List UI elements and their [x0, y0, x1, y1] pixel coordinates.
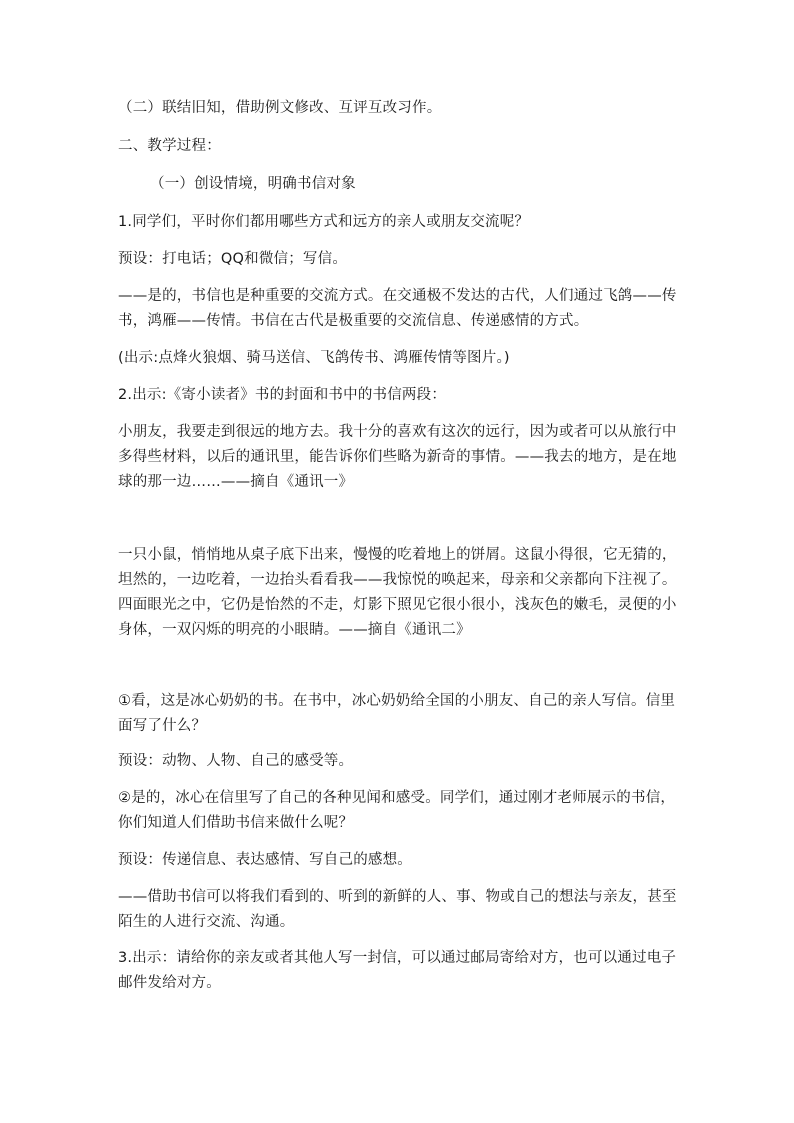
heading-teaching-process: 二、教学过程：	[118, 138, 221, 154]
paragraph-show-book: 2.出示:《寄小读者》书的封面和书中的书信两段：	[118, 387, 447, 403]
paragraph-show-images: (出示:点烽火狼烟、骑马送信、飞鸽传书、鸿雁传情等图片。)	[118, 350, 510, 366]
paragraph-excerpt-1: 小朋友，我要走到很远的地方去。我十分的喜欢有这次的远行，因为或者可以从旅行中多得些材料，以后的通讯里，能告诉你们些略为新奇的事情。——我去的地方，是在地球的那一边……——摘自《通讯一》	[118, 424, 677, 490]
paragraph-question-purpose: ②是的，冰心在信里写了自己的各种见闻和感受。同学们，通过刚才老师展示的书信，你们知道人们借助书信来做什么呢？	[118, 790, 676, 831]
paragraph-task-3: 3.出示：请给你的亲友或者其他人写一封信，可以通过邮局寄给对方，也可以通过电子邮件发给对方。	[118, 950, 677, 991]
paragraph-letter-importance: ——是的，书信也是种重要的交流方式。在交通极不发达的古代，人们通过飞鸽——传书，鸿雁——传情。书信在古代是极重要的交流信息、传递感情的方式。	[118, 288, 677, 329]
paragraph-preset-1: 预设：打电话；QQ和微信；写信。	[118, 251, 348, 267]
paragraph-question-bingxin: ①看，这是冰心奶奶的书。在书中，冰心奶奶给全国的小朋友、自己的亲人写信。信里面写了什么？	[118, 693, 676, 734]
paragraph-excerpt-2: 一只小鼠，悄悄地从桌子底下出来，慢慢的吃着地上的饼屑。这鼠小得很，它无猜的，坦然的，一边吃着，一边抬头看看我——我惊悦的唤起来，母亲和父亲都向下注视了。四面眼光之中，它仍是怡然的不走，灯影下照见它很小很小，浅灰色的嫩毛，灵便的小身体，一双闪烁的明亮的小眼睛。——摘自《通讯二》	[118, 547, 677, 638]
paragraph-preset-2: 预设：动物、人物、自己的感受等。	[118, 753, 354, 769]
paragraph-review-goal: （二）联结旧知，借助例文修改、互评互改习作。	[118, 100, 442, 116]
subheading-scene-setting: （一）创设情境，明确书信对象	[150, 176, 356, 192]
paragraph-question-1: 1.同学们，平时你们都用哪些方式和远方的亲人或朋友交流呢？	[118, 214, 530, 230]
paragraph-letter-function: ——借助书信可以将我们看到的、听到的新鲜的人、事、物或自己的想法与亲友，甚至陌生的人进行交流、沟通。	[118, 889, 677, 930]
paragraph-preset-3: 预设：传递信息、表达感情、写自己的感想。	[118, 852, 412, 868]
